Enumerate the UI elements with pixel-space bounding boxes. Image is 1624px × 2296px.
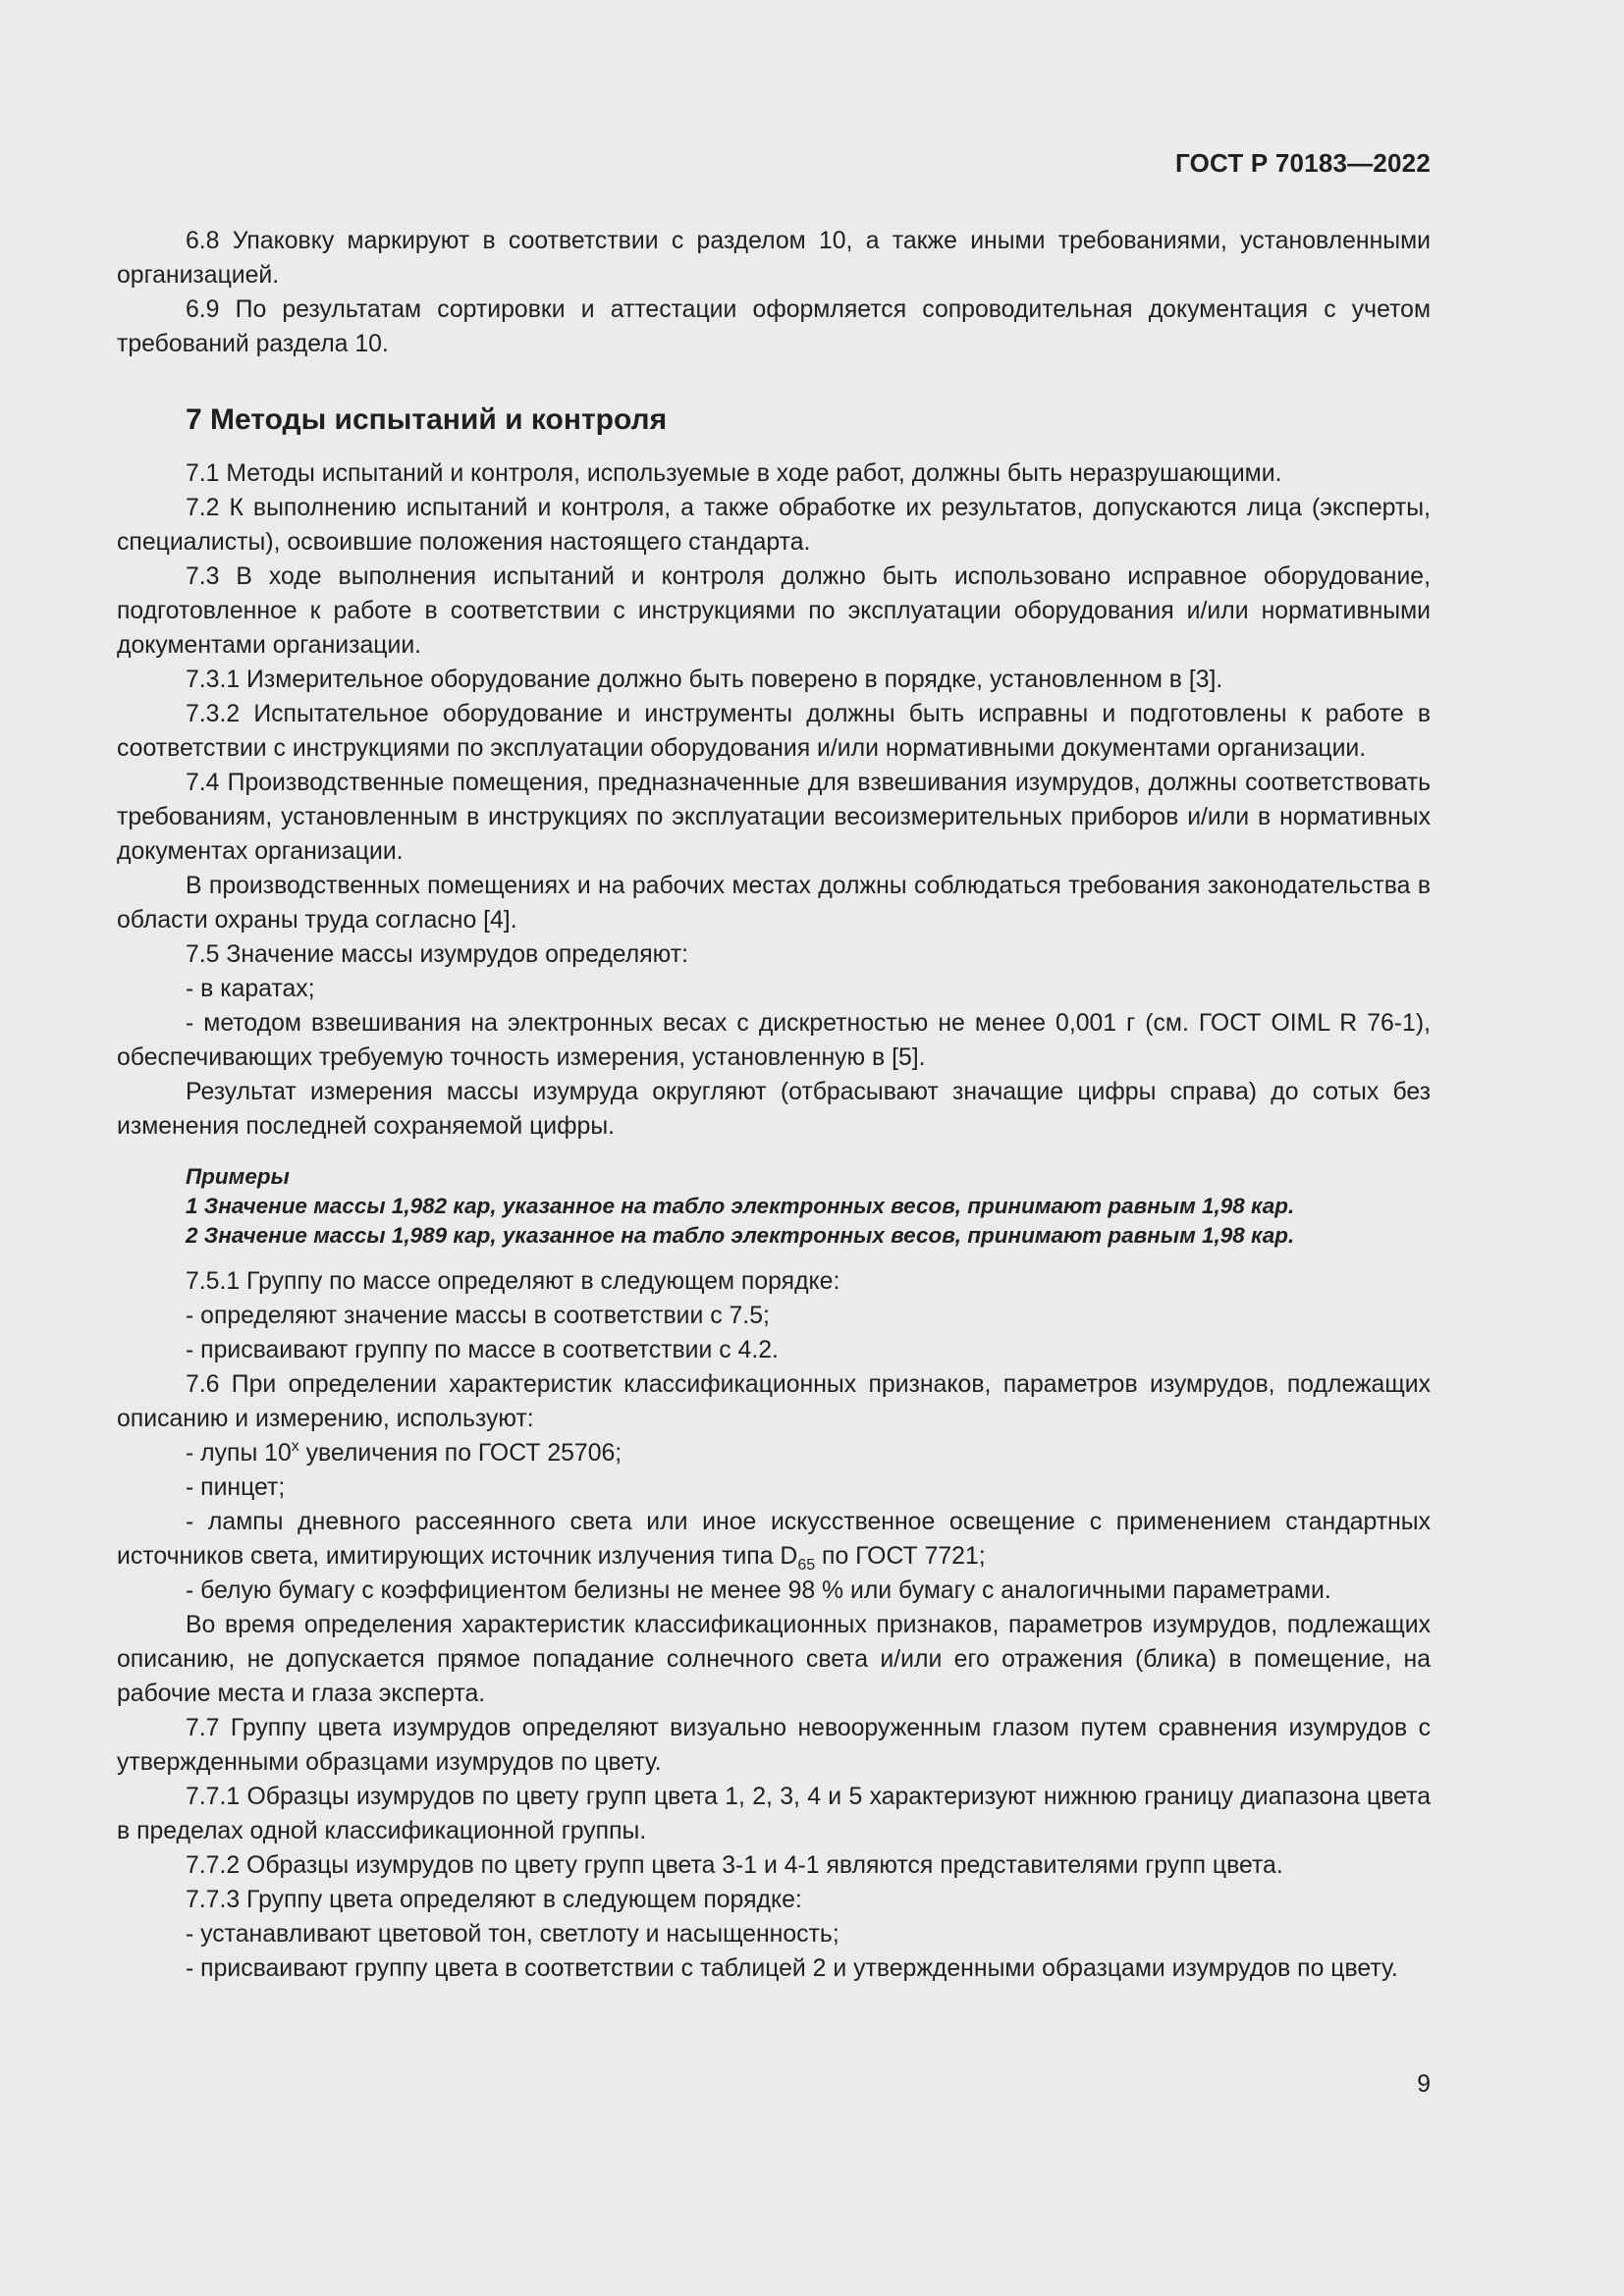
paragraph-7-1: 7.1 Методы испытаний и контроля, используемые в ходе работ, должны быть неразрушающими. [186,460,1282,487]
document-body [117,224,1431,1986]
paragraph-6-9: 6.9 По результатам сортировки и аттестации оформляется сопроводительная документация с учетом требований раздела 10. [117,296,1431,357]
paragraph-7-3-1: 7.3.1 Измерительное оборудование должно быть поверено в порядке, установленном в [3]. [186,667,1223,693]
lamps-text-end: по ГОСТ 7721; [815,1543,986,1570]
paragraph-sunlight: Во время определения характеристик классификационных признаков, параметров изумрудов, подлежащих описанию, не допускается прямое попадание солнечного света и/или его отражения (блика) в помещение, на рабочие места и глаза эксперта. [117,1612,1431,1707]
examples-title: Примеры [186,1164,290,1189]
paragraph-7-4: 7.4 Производственные помещения, предназначенные для взвешивания изумрудов, должны соответствовать требованиям, установленным в инструкциях по эксплуатации весоизмерительных приборов и/или в нормативных документах организации. [117,770,1431,865]
loupe-text: - лупы 10 [186,1440,292,1467]
document-page [117,0,1431,2296]
list-item-tweezers: - пинцет; [186,1474,286,1501]
paragraph-7-5: 7.5 Значение массы изумрудов определяют: [186,941,688,968]
paragraph-7-6: 7.6 При определении характеристик классификационных признаков, параметров изумрудов, подлежащих описанию и измерению, используют: [117,1371,1431,1432]
paragraph-7-7-1: 7.7.1 Образцы изумрудов по цвету групп цвета 1, 2, 3, 4 и 5 характеризуют нижнюю границу диапазона цвета в пределах одной классификационной группы. [117,1784,1431,1844]
loupe-text-end: увеличения по ГОСТ 25706; [298,1440,623,1467]
paragraph-6-8: 6.8 Упаковку маркируют в соответствии с разделом 10, а также иными требованиями, установленными организацией. [117,228,1431,289]
lamps-text: - лампы дневного рассеянного света или иное искусственное освещение с применением стандартных источников света, имитирующих источник излучения типа D [117,1509,1431,1570]
list-item: - определяют значение массы в соответствии с 7.5; [186,1303,770,1329]
paragraph-7-3-2: 7.3.2 Испытательное оборудование и инструменты должны быть исправны и подготовлены к работе в соответствии с инструкциями по эксплуатации оборудования и/или нормативными документами организации. [117,701,1431,762]
paragraph-7-7: 7.7 Группу цвета изумрудов определяют визуально невооруженным глазом путем сравнения изумрудов с утвержденными образцами изумрудов по цвету. [117,1715,1431,1776]
section-heading: 7 Методы испытаний и контроля [186,403,668,436]
magnification-superscript: х [291,1438,299,1455]
examples-block [117,1162,1431,1251]
paragraph-7-7-2: 7.7.2 Образцы изумрудов по цвету групп цвета 3-1 и 4-1 являются представителями групп цвета. [186,1852,1283,1879]
list-item: - присваивают группу по массе в соответствии с 4.2. [186,1337,779,1363]
example-line: 2 Значение массы 1,989 кар, указанное на табло электронных весов, принимают равным 1,98 кар. [186,1223,1295,1248]
illuminant-subscript: 65 [797,1557,816,1574]
page-number: 9 [1417,2071,1431,2098]
paragraph-7-3: 7.3 В ходе выполнения испытаний и контроля должно быть использовано исправное оборудование, подготовленное к работе в соответствии с инструкциями по эксплуатации оборудования и/или нормативными документами организации. [117,563,1431,659]
document-id: ГОСТ Р 70183—2022 [1175,148,1431,178]
list-item-carats: - в каратах; [186,976,315,1002]
list-item-weighing: - методом взвешивания на электронных весах с дискретностью не менее 0,001 г (см. ГОСТ OIML R 76-1), обеспечивающих требуемую точность измерения, установленную в [5]. [117,1010,1431,1071]
paragraph-7-5-1: 7.5.1 Группу по массе определяют в следующем порядке: [186,1268,840,1295]
list-item-loupe [117,1436,1431,1470]
paragraph-rounding: Результат измерения массы изумруда округляют (отбрасывают значащие цифры справа) до сотых без изменения последней сохраняемой цифры. [117,1079,1431,1140]
list-item-lamps [117,1505,1431,1574]
paragraph-7-7-3: 7.7.3 Группу цвета определяют в следующем порядке: [186,1887,802,1913]
list-item: - устанавливают цветовой тон, светлоту и насыщенность; [186,1921,839,1948]
paragraph-7-2: 7.2 К выполнению испытаний и контроля, а также обработке их результатов, допускаются лица (эксперты, специалисты), освоившие положения настоящего стандарта. [117,495,1431,556]
list-item-paper: - белую бумагу с коэффициентом белизны не менее 98 % или бумагу с аналогичными параметрами. [186,1577,1331,1604]
example-line: 1 Значение массы 1,982 кар, указанное на табло электронных весов, принимают равным 1,98 кар. [186,1194,1295,1218]
list-item: - присваивают группу цвета в соответствии с таблицей 2 и утвержденными образцами изумрудов по цвету. [186,1955,1398,1982]
paragraph-7-4-note: В производственных помещениях и на рабочих местах должны соблюдаться требования законодательства в области охраны труда согласно [4]. [117,873,1431,934]
